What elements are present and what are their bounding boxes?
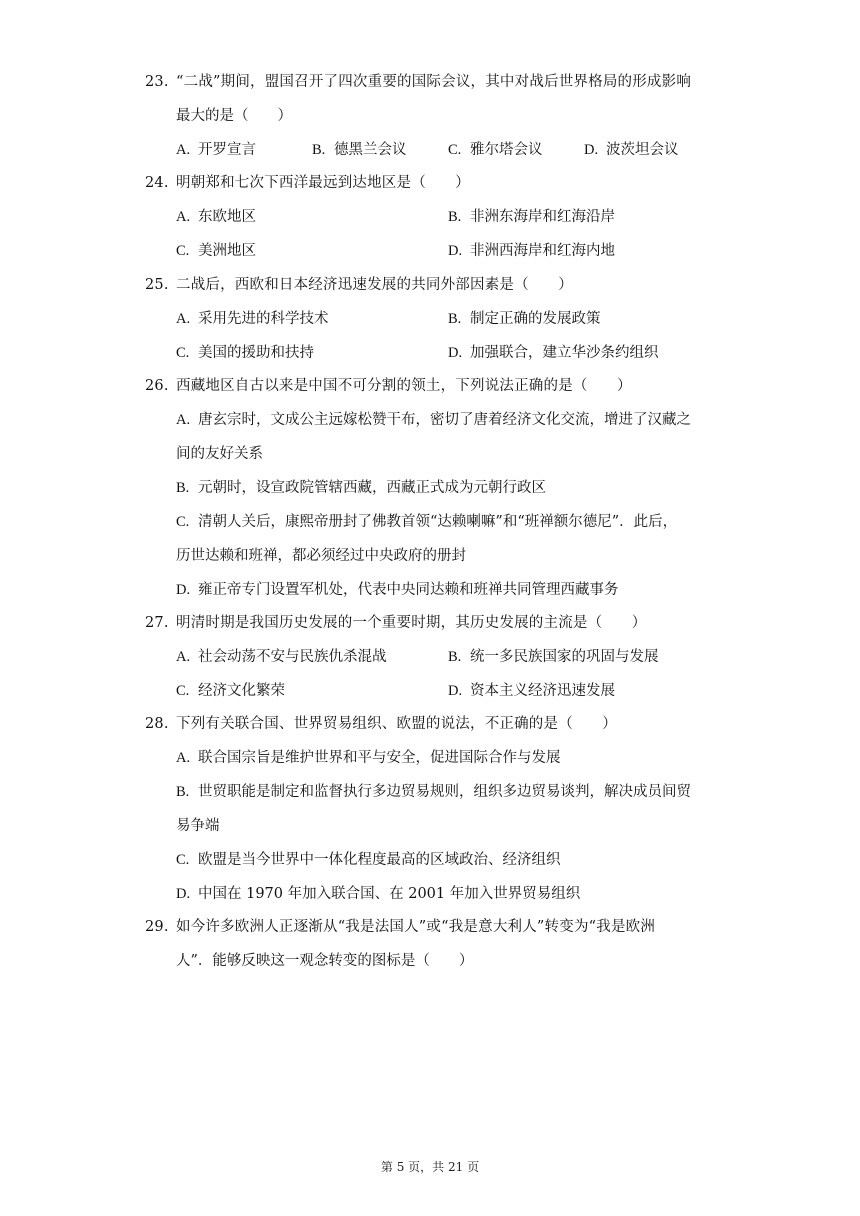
- question-stem-continued: 最大的是（ ）: [176, 108, 292, 124]
- option-a: A. 联合国宗旨是维护世界和平与安全，促进国际合作与发展: [176, 750, 561, 766]
- question-stem: 下列有关联合国、世界贸易组织、欧盟的说法，不正确的是（ ）: [176, 716, 617, 732]
- option-c: C. 美洲地区: [176, 243, 256, 259]
- question-stem-continued: 人”．能够反映这一观念转变的图标是（ ）: [176, 953, 474, 969]
- option-b: B. 德黑兰会议: [312, 142, 407, 158]
- question-number: 26.: [145, 378, 169, 394]
- page-footer: 第 5 页，共 21 页: [380, 1160, 480, 1174]
- option-b: B. 非洲东海岸和红海沿岸: [448, 209, 615, 225]
- question-24: [145, 166, 725, 200]
- option-d: D. 雍正帝专门设置军机处，代表中央同达赖和班禅共同管理西藏事务: [176, 582, 619, 598]
- option-c: C. 欧盟是当今世界中一体化程度最高的区域政治、经济组织: [176, 852, 561, 868]
- question-29: [145, 910, 725, 944]
- question-25: [145, 268, 725, 302]
- question-number: 29.: [145, 919, 169, 935]
- option-d: D. 非洲西海岸和红海内地: [448, 243, 615, 259]
- option-a: A. 社会动荡不安与民族仇杀混战: [176, 649, 387, 665]
- option-b: B. 统一多民族国家的巩固与发展: [448, 649, 659, 665]
- option-c-continued: 历世达赖和班禅，都必须经过中央政府的册封: [176, 548, 466, 564]
- question-number: 24.: [145, 175, 169, 191]
- question-number: 25.: [145, 277, 169, 293]
- question-23: [145, 65, 725, 99]
- question-stem: 二战后，西欧和日本经济迅速发展的共同外部因素是（ ）: [176, 277, 573, 293]
- option-a: A. 采用先进的科学技术: [176, 311, 329, 327]
- option-d: D. 中国在 1970 年加入联合国、在 2001 年加入世界贸易组织: [176, 886, 581, 902]
- option-c: C. 雅尔塔会议: [448, 142, 543, 158]
- question-number: 27.: [145, 615, 169, 631]
- option-b-continued: 易争端: [176, 818, 220, 834]
- option-b: B. 世贸职能是制定和监督执行多边贸易规则，组织多边贸易谈判，解决成员间贸: [176, 784, 691, 800]
- option-c: C. 美国的援助和扶持: [176, 345, 314, 361]
- question-stem: 明朝郑和七次下西洋最远到达地区是（ ）: [176, 175, 470, 191]
- option-d: D. 波茨坦会议: [584, 142, 679, 158]
- option-c: C. 清朝人关后，康熙帝册封了佛教首领“达赖喇嘛”和“班禅额尔德尼”．此后，: [176, 514, 678, 530]
- question-stem: “二战”期间，盟国召开了四次重要的国际会议，其中对战后世界格局的形成影响: [176, 74, 692, 90]
- question-28: [145, 707, 725, 741]
- question-stem: 明清时期是我国历史发展的一个重要时期，其历史发展的主流是（ ）: [176, 615, 647, 631]
- option-d: D. 加强联合，建立华沙条约组织: [448, 345, 659, 361]
- option-a-continued: 间的友好关系: [176, 446, 263, 462]
- option-a: A. 唐玄宗时，文成公主远嫁松赞干布，密切了唐着经济文化交流，增进了汉藏之: [176, 412, 691, 428]
- option-b: B. 元朝时，设宣政院管辖西藏，西藏正式成为元朝行政区: [176, 480, 546, 496]
- question-stem: 西藏地区自古以来是中国不可分割的领土，下列说法正确的是（ ）: [176, 378, 632, 394]
- option-a: A. 开罗宣言: [176, 142, 256, 158]
- option-c: C. 经济文化繁荣: [176, 683, 285, 699]
- question-stem: 如今许多欧洲人正逐渐从“我是法国人”或“我是意大利人”转变为“我是欧洲: [176, 919, 656, 935]
- question-number: 23.: [145, 74, 169, 90]
- option-a: A. 东欧地区: [176, 209, 256, 225]
- question-number: 28.: [145, 716, 169, 732]
- question-26: [145, 369, 725, 403]
- question-27: [145, 606, 725, 640]
- option-d: D. 资本主义经济迅速发展: [448, 683, 615, 699]
- option-b: B. 制定正确的发展政策: [448, 311, 601, 327]
